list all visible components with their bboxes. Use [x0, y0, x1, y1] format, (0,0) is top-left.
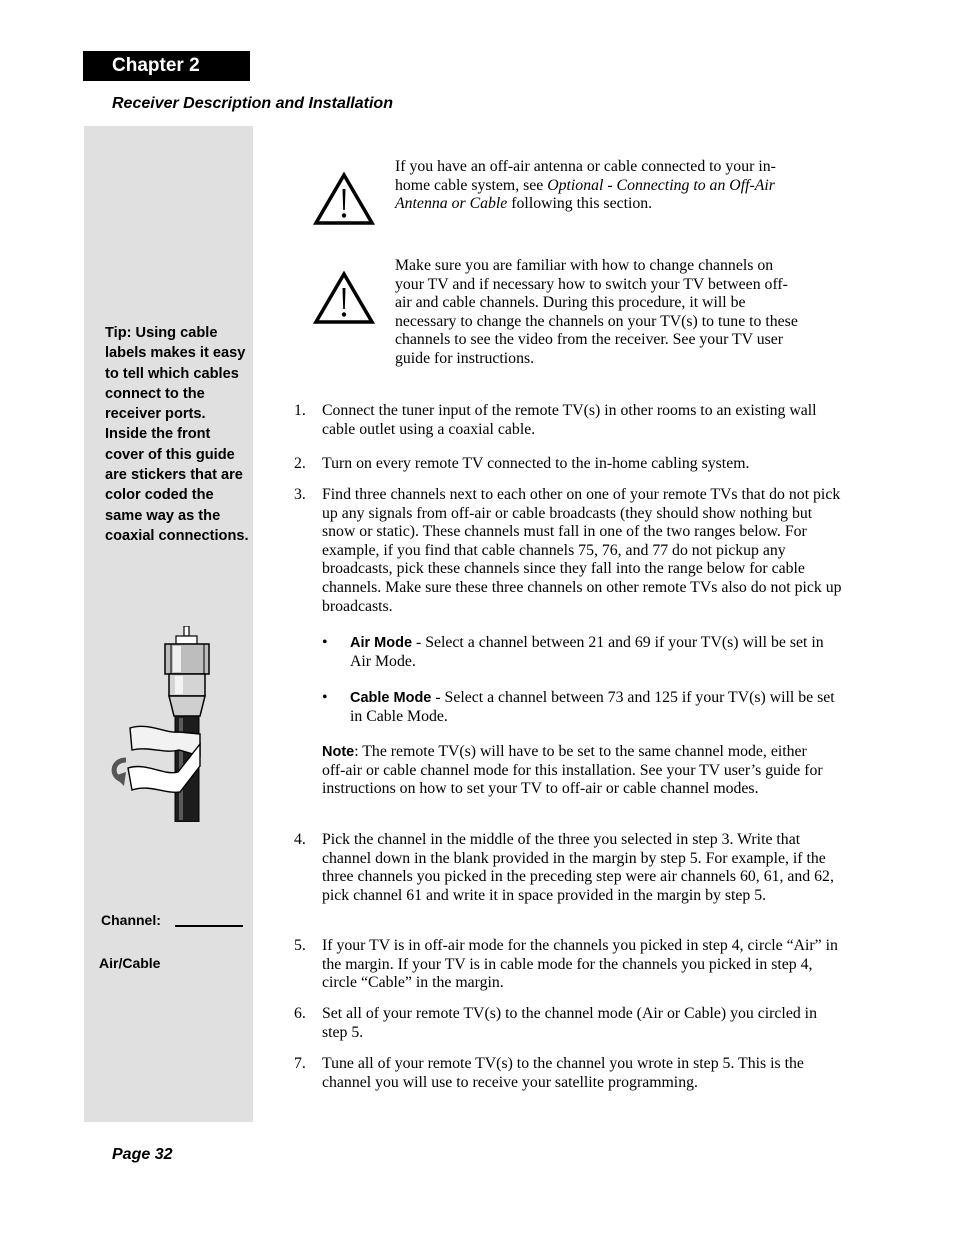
coaxial-cable-with-label-icon	[104, 626, 216, 822]
step-item: 7. Tune all of your remote TV(s) to the channel you wrote in step 5. This is the channel you will use to receive your satellite programming.	[294, 1055, 804, 1091]
bullet-item: • Cable Mode - Select a channel between 73 and 125 if your TV(s) will be set in Cable Mode.	[322, 689, 835, 725]
channel-blank-line	[175, 925, 243, 927]
margin-column	[84, 126, 253, 1122]
bullet-item: • Air Mode - Select a channel between 21 and 69 if your TV(s) will be set in Air Mode.	[322, 634, 824, 670]
warning-text-1: If you have an off-air antenna or cable connected to your in-home cable system, see Optional - Connecting to an Off-Air Antenna or Cable following this section.	[395, 158, 776, 213]
warning-triangle-icon	[313, 172, 375, 226]
warning-triangle-icon	[313, 271, 375, 325]
warning-text-2: Make sure you are familiar with how to change channels on your TV and if necessary how to switch your TV between off-air and cable channels. During this procedure, it will be necessary to change the channels on your TV(s) to tune to these channels to see the video from the receiver. See your TV user guide for instructions.	[395, 257, 798, 367]
step-item: 3. Find three channels next to each other on one of your remote TVs that do not pick up any signals from off-air or cable broadcasts (they should show nothing but snow or static). These channels must fall in one of the two ranges below. For example, if you find that cable channels 75, 76, and 77 do not pickup any broadcasts, pick these channels since they fall into the range below for cable channels. Make sure these three channels on other remote TVs also do not pick up broadcasts.	[294, 486, 842, 615]
step-item: 6. Set all of your remote TV(s) to the channel mode (Air or Cable) you circled in step 5.	[294, 1005, 817, 1041]
cross-reference-link: Optional - Connecting to an Off-Air Antenna or Cable	[395, 176, 775, 213]
air-cable-label: Air/Cable	[99, 955, 161, 971]
note-paragraph: Note: The remote TV(s) will have to be set to the same channel mode, either off-air or cable channel mode for this installation. See your TV user’s guide for instructions on how to set your TV to off-air or cable channel modes.	[322, 743, 823, 798]
step-item: 5. If your TV is in off-air mode for the channels you picked in step 4, circle “Air” in the margin. If your TV is in cable mode for the channels you picked in step 4, circle “Cable” in the margin.	[294, 937, 838, 992]
step-item: 2. Turn on every remote TV connected to the in-home cabling system.	[294, 455, 750, 472]
chapter-tab: Chapter 2	[83, 51, 250, 81]
channel-label: Channel:	[101, 912, 161, 928]
step-item: 1. Connect the tuner input of the remote TV(s) in other rooms to an existing wall cable outlet using a coaxial cable.	[294, 402, 817, 438]
step-item: 4. Pick the channel in the middle of the three you selected in step 3. Write that channel down in the blank provided in the margin by step 5. For example, if the three channels you picked in the preceding step were air channels 60, 61, and 62, pick channel 61 and write it in space provided in the margin by step 5.	[294, 831, 834, 904]
page-number: Page 32	[112, 1146, 173, 1163]
section-title: Receiver Description and Installation	[112, 95, 393, 112]
margin-tip: Tip: Using cable labels makes it easy to tell which cables connect to the receiver ports. Inside the front cover of this guide are stickers that are color coded the same way as the coaxial connections.	[105, 325, 249, 544]
